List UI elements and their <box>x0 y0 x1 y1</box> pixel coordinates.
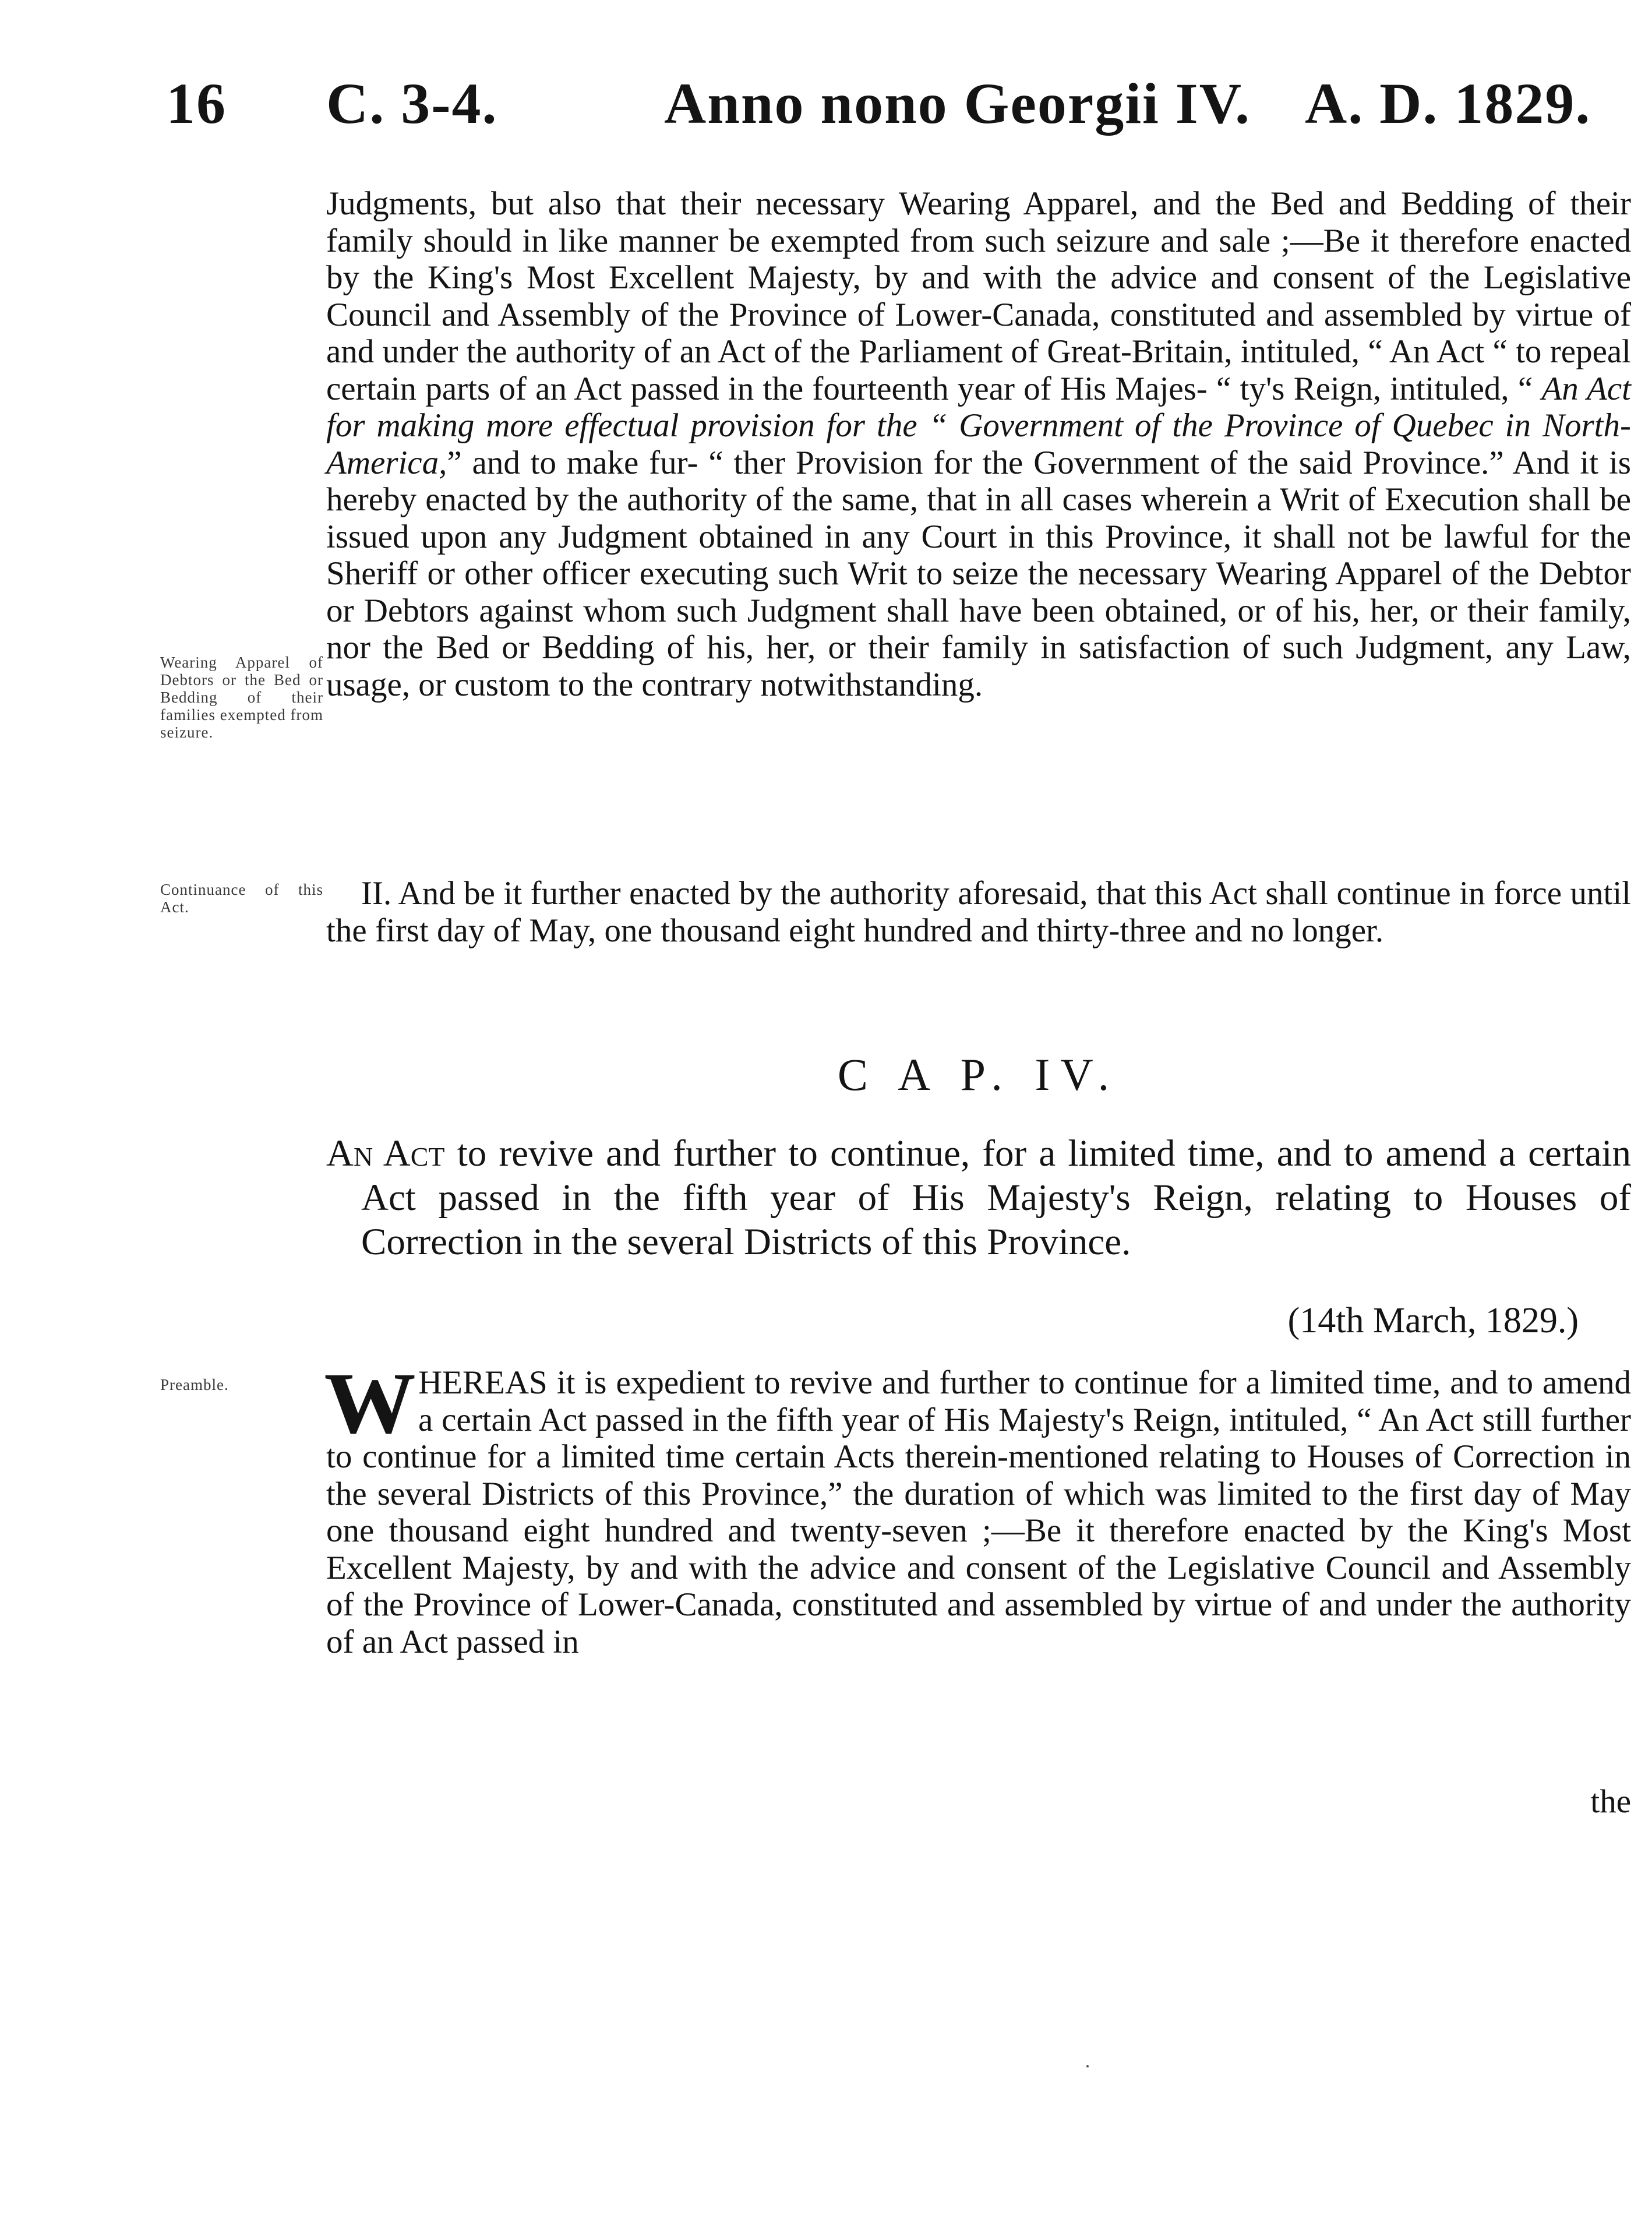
preamble-text: HEREAS it is expedient to revive and further to continue for a limited time, and to amend a certain Act passed in the fifth year of His Majesty's Reign, intituled, “ An Act still further to continue for a limited time certain Acts therein-mentioned relating to Houses of Correction in the several Districts of this Province,” the duration of which was limited to the first day of May one thousand eight hundred and twenty-seven ;—Be it therefore enacted by the King's Most Excellent Majesty, by and with the advice and consent of the Legislative Council and Assembly of the Province of Lower-Canada, constituted and assembled by virtue of and under the authority of an Act passed in <box>326 1364 1631 1660</box>
section-ii <box>326 875 1631 949</box>
continued-paragraph-text <box>326 185 1631 703</box>
running-header <box>157 70 1625 140</box>
chapter-heading: C A P. IV. <box>837 1049 1120 1100</box>
paragraph-text-part-2: ” and to make fur- “ ther Provision for the Government of the said Province.” And it is hereby enacted by the authority of the same, that in all cases wherein a Writ of Execution shall be issued upon any Judgment obtained in any Court in this Province, it shall not be lawful for the Sheriff or other officer executing such Writ to seize the necessary Wearing Apparel of the Debtor or Debtors against whom such Judgment shall have been obtained, or of his, her, or their family, nor the Bed or Bedding of his, her, or their family in satisfaction of such Judgment, any Law, usage, or custom to the contrary notwithstanding. <box>326 444 1631 703</box>
page-number: 16 <box>166 71 227 136</box>
paragraph-text-part-1: Judgments, but also that their necessary Wearing Apparel, and the Bed and Bedding of their family should in like manner be exempted from such seizure and sale ;—Be it therefore enacted by the King's Most Excellent Majesty, by and with the advice and consent of the Legislative Council and Assembly of the Province of Lower-Canada, constituted and assembled by virtue of and under the authority of an Act of the Parliament of Great-Britain, intituled, “ An Act “ to repeal certain parts of an Act passed in the fourteenth year of His Majes- “ ty's Reign, intituled, “ <box>326 185 1631 407</box>
continued-paragraph <box>326 185 1631 703</box>
section-ii-text: II. And be it further enacted by the authority aforesaid, that this Act shall continue in force until the first day of May, one thousand eight hundred and thirty-three and no longer. <box>326 875 1631 949</box>
act-title-lead: An Act <box>326 1132 445 1174</box>
enactment-date: (14th March, 1829.) <box>1287 1301 1579 1340</box>
preamble-paragraph <box>324 1355 1631 1660</box>
italic-act-title: An Act for making more effectual provision for the “ Government of the Province of Quebec in North-America, <box>326 370 1631 481</box>
running-title: Anno nono Georgii IV. <box>664 71 1251 136</box>
chapter-reference: C. 3-4. <box>326 71 498 136</box>
ink-speck <box>1086 2065 1089 2067</box>
act-title-text: to revive and further to continue, for a limited time, and to amend a certain Act passed in the fifth year of His Majesty's Reign, relating to Houses of Correction in the several Districts of this Province. <box>361 1132 1632 1263</box>
margin-note-preamble: Preamble. <box>160 1376 229 1393</box>
margin-note-exemption: Wearing Apparel of Debtors or the Bed or Bedding of their families exempted from seizure. <box>160 654 323 741</box>
catchword: the <box>1590 1783 1631 1820</box>
margin-note-continuance: Continuance of this Act. <box>160 881 323 916</box>
act-long-title <box>326 1131 1631 1264</box>
drop-cap: W <box>324 1355 414 1452</box>
year-reference: A. D. 1829. <box>1305 71 1591 136</box>
